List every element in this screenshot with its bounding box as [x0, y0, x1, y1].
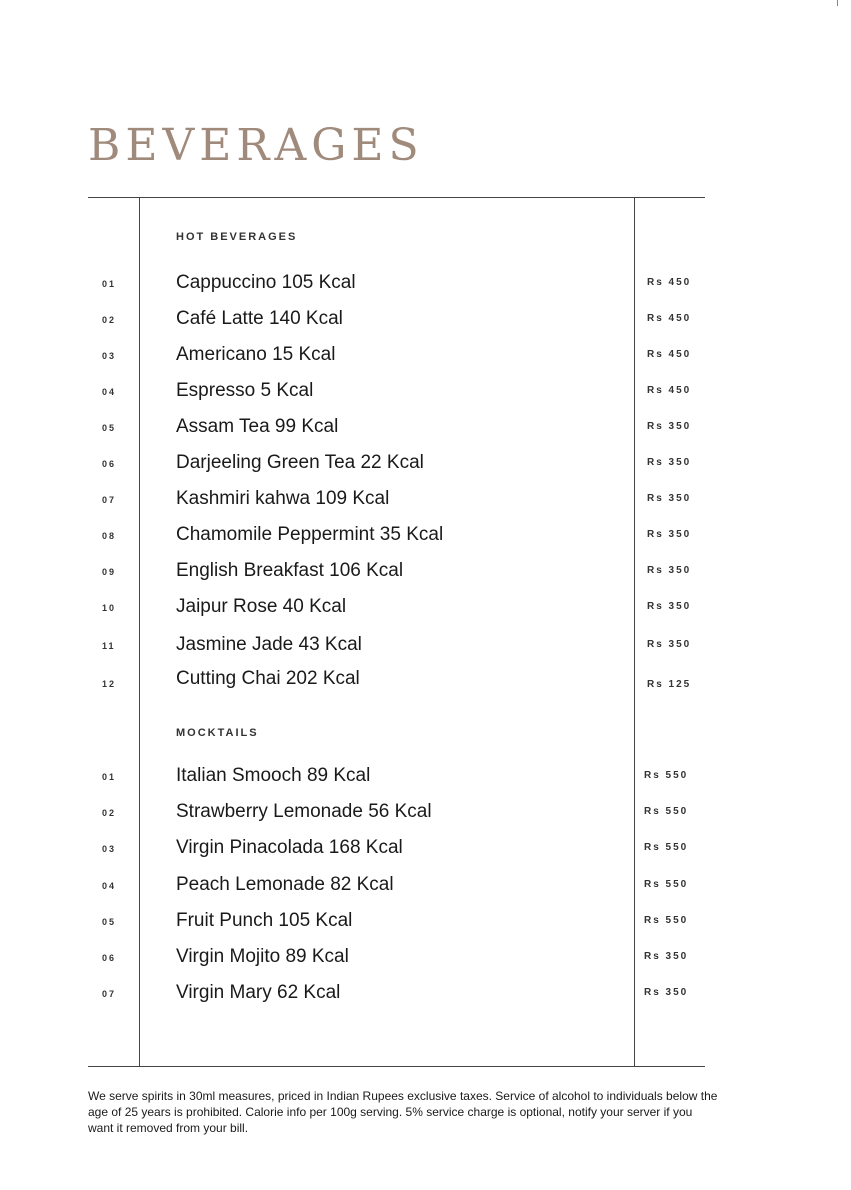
- item-name: Italian Smooch 89 Kcal: [176, 765, 371, 786]
- item-price: Rs 350: [647, 529, 692, 540]
- item-price: Rs 450: [647, 385, 692, 396]
- item-number: 03: [102, 351, 117, 361]
- item-name: Jaipur Rose 40 Kcal: [176, 596, 347, 617]
- item-price: Rs 350: [647, 421, 692, 432]
- footer-disclaimer: We serve spirits in 30ml measures, priced in Indian Rupees exclusive taxes. Service of alcohol to individuals below the age of 25 years is prohibited. Calorie info per 100g serving. 5% service charge is optional, notify your server if you want it removed from your bill.: [88, 1089, 718, 1135]
- item-number: 07: [102, 495, 117, 505]
- section-heading-mocktails: MOCKTAILS: [176, 727, 259, 739]
- item-name: Cappuccino 105 Kcal: [176, 272, 356, 293]
- menu-item: [0, 944, 851, 974]
- item-number: 04: [102, 881, 117, 891]
- menu-item: [0, 799, 851, 829]
- item-price: Rs 350: [647, 565, 692, 576]
- item-name: Assam Tea 99 Kcal: [176, 416, 339, 437]
- menu-item: [0, 558, 851, 588]
- item-number: 09: [102, 567, 117, 577]
- item-price: Rs 450: [647, 349, 692, 360]
- menu-item: [0, 980, 851, 1010]
- menu-item: [0, 668, 851, 698]
- menu-item: [0, 450, 851, 480]
- item-price: Rs 550: [644, 806, 689, 817]
- section-heading-hot-beverages: HOT BEVERAGES: [176, 231, 298, 243]
- item-number: 01: [102, 772, 117, 782]
- item-price: Rs 125: [647, 679, 692, 690]
- item-name: Cutting Chai 202 Kcal: [176, 668, 360, 689]
- item-number: 06: [102, 459, 117, 469]
- item-number: 05: [102, 423, 117, 433]
- menu-item: [0, 306, 851, 336]
- menu-item: [0, 763, 851, 793]
- menu-item: [0, 378, 851, 408]
- menu-item: [0, 522, 851, 552]
- item-name: Café Latte 140 Kcal: [176, 308, 343, 329]
- menu-item: [0, 835, 851, 865]
- corner-crop-mark: [837, 0, 838, 6]
- item-number: 01: [102, 279, 117, 289]
- menu-item: [0, 908, 851, 938]
- item-name: English Breakfast 106 Kcal: [176, 560, 404, 581]
- bottom-rule: [88, 1066, 705, 1067]
- item-number: 05: [102, 917, 117, 927]
- menu-item: [0, 872, 851, 902]
- menu-item: [0, 414, 851, 444]
- item-name: Virgin Pinacolada 168 Kcal: [176, 837, 403, 858]
- item-price: Rs 350: [647, 601, 692, 612]
- item-name: Fruit Punch 105 Kcal: [176, 910, 353, 931]
- item-name: Jasmine Jade 43 Kcal: [176, 634, 362, 655]
- item-name: Espresso 5 Kcal: [176, 380, 314, 401]
- item-price: Rs 550: [644, 879, 689, 890]
- menu-item: [0, 632, 851, 662]
- item-name: Peach Lemonade 82 Kcal: [176, 874, 394, 895]
- item-name: Chamomile Peppermint 35 Kcal: [176, 524, 444, 545]
- item-number: 12: [102, 679, 117, 689]
- item-number: 02: [102, 808, 117, 818]
- item-number: 03: [102, 844, 117, 854]
- item-name: Darjeeling Green Tea 22 Kcal: [176, 452, 424, 473]
- menu-item: [0, 486, 851, 516]
- item-price: Rs 350: [647, 493, 692, 504]
- item-number: 04: [102, 387, 117, 397]
- item-price: Rs 450: [647, 277, 692, 288]
- menu-item: [0, 594, 851, 624]
- item-number: 06: [102, 953, 117, 963]
- item-price: Rs 550: [644, 770, 689, 781]
- item-name: Kashmiri kahwa 109 Kcal: [176, 488, 390, 509]
- item-name: Virgin Mary 62 Kcal: [176, 982, 341, 1003]
- item-number: 07: [102, 989, 117, 999]
- top-rule: [88, 197, 705, 198]
- item-price: Rs 550: [644, 842, 689, 853]
- item-price: Rs 450: [647, 313, 692, 324]
- item-number: 02: [102, 315, 117, 325]
- item-name: Americano 15 Kcal: [176, 344, 336, 365]
- item-price: Rs 350: [647, 457, 692, 468]
- page-title: BEVERAGES: [88, 120, 424, 171]
- item-number: 10: [102, 603, 117, 613]
- menu-item: [0, 270, 851, 300]
- menu-item: [0, 342, 851, 372]
- item-name: Strawberry Lemonade 56 Kcal: [176, 801, 432, 822]
- item-number: 08: [102, 531, 117, 541]
- item-number: 11: [102, 641, 116, 651]
- item-name: Virgin Mojito 89 Kcal: [176, 946, 349, 967]
- item-price: Rs 350: [644, 951, 689, 962]
- item-price: Rs 550: [644, 915, 689, 926]
- item-price: Rs 350: [644, 987, 689, 998]
- item-price: Rs 350: [647, 639, 692, 650]
